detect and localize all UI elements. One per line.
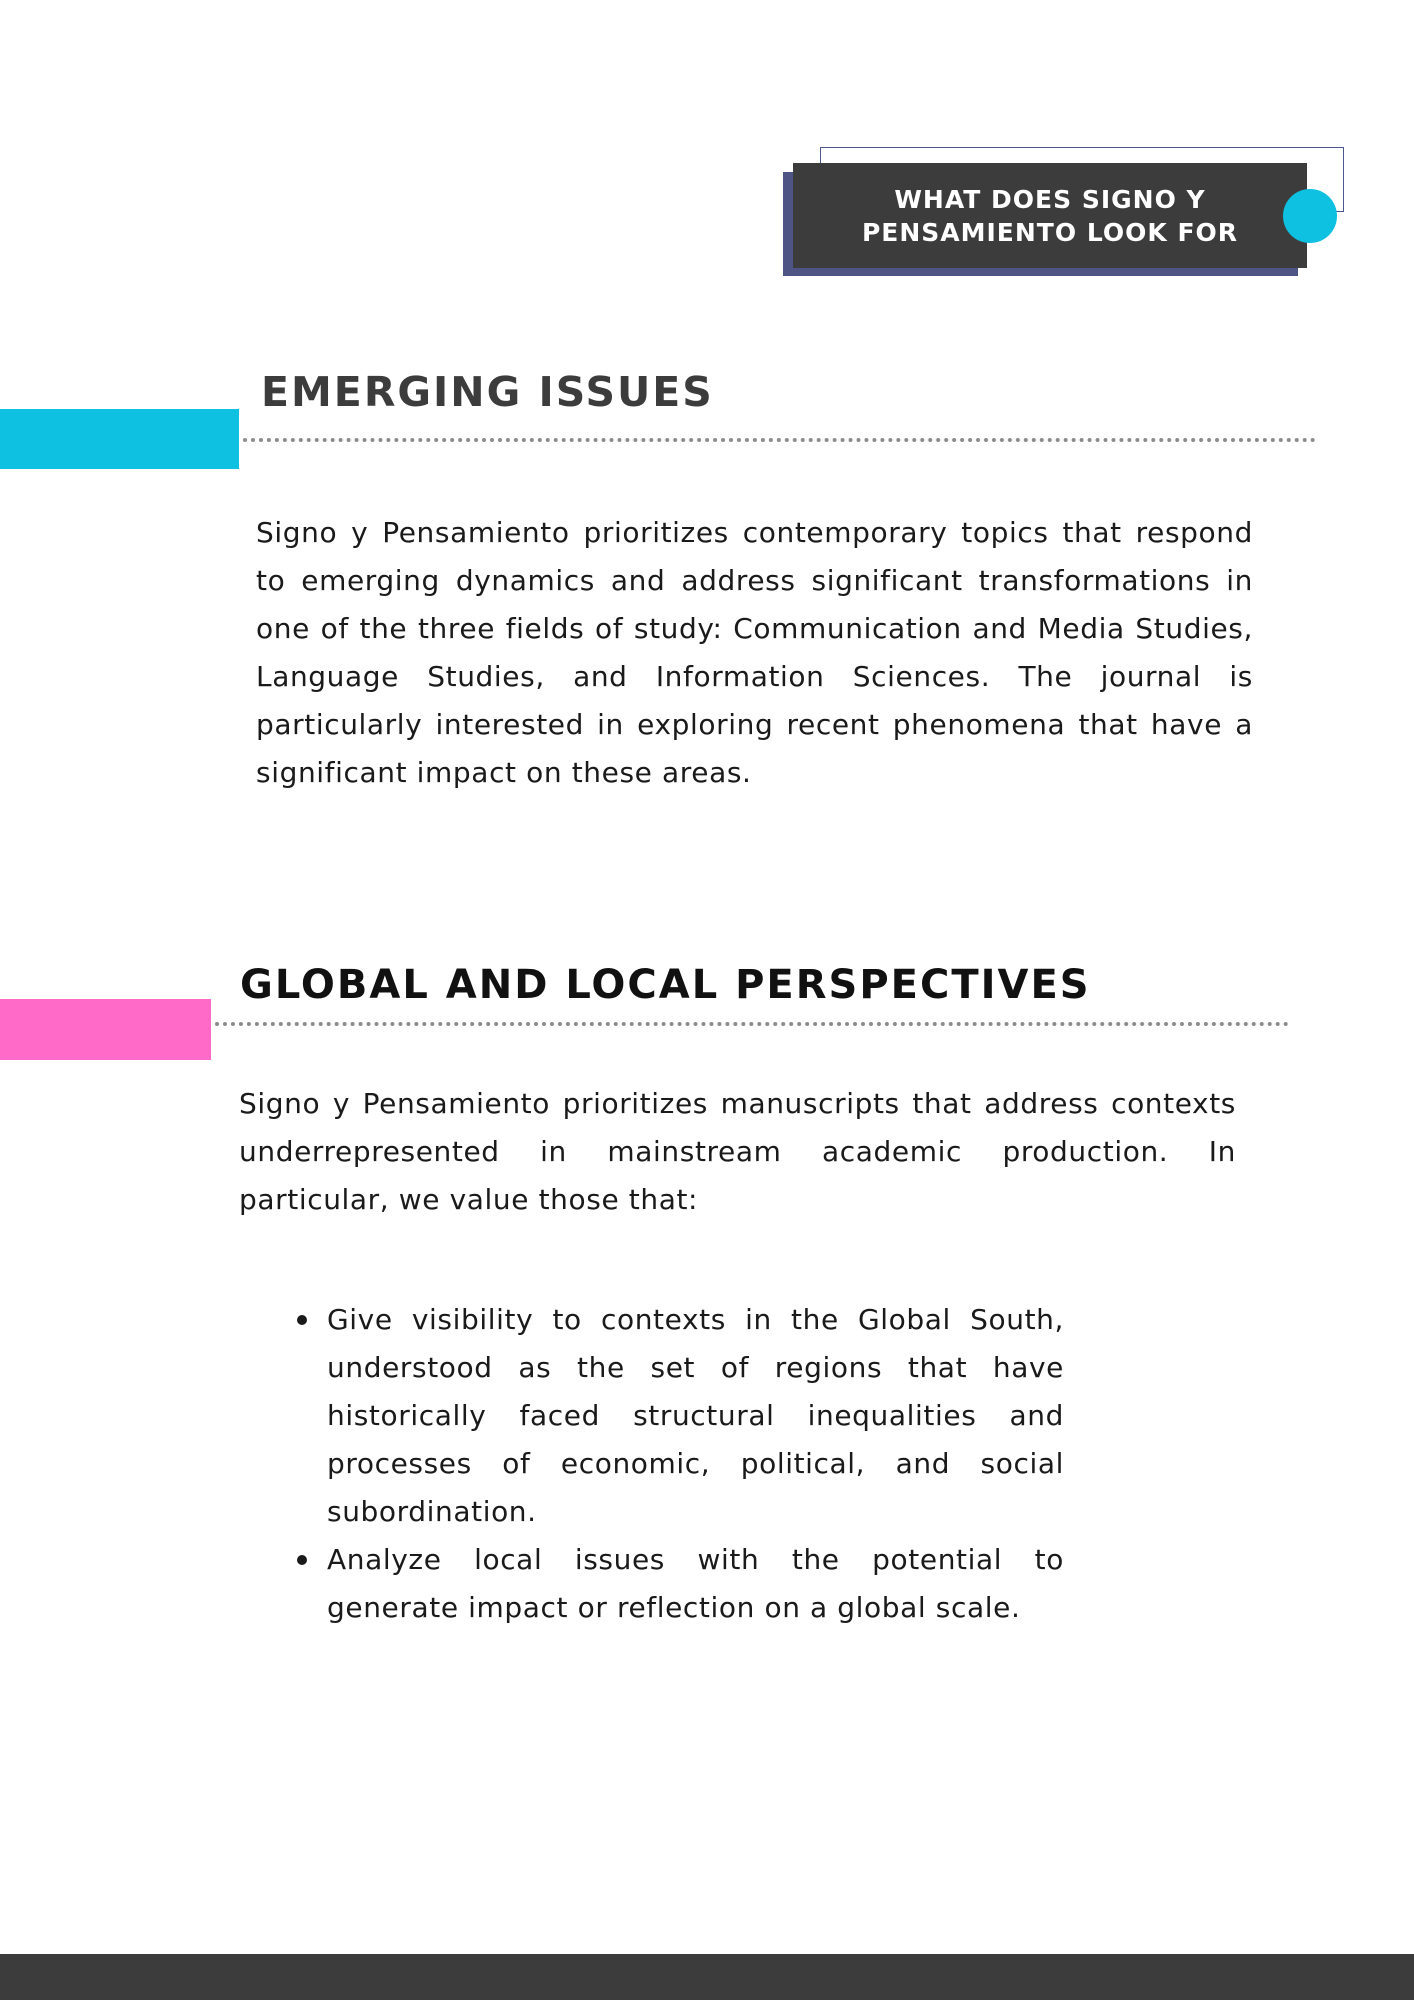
bullet-icon xyxy=(297,1555,307,1565)
list-item-text: Analyze local issues with the potential to generate impact or reflection on a global scale. xyxy=(327,1543,1064,1624)
section-accent-bar-pink xyxy=(0,999,211,1060)
header-badge-line-1: WHAT DOES SIGNO Y xyxy=(894,184,1206,214)
header-badge-line-2: PENSAMIENTO LOOK FOR xyxy=(861,217,1239,247)
section-title-global-local: GLOBAL AND LOCAL PERSPECTIVES xyxy=(240,962,1091,1008)
section-divider xyxy=(215,1022,1289,1026)
section-body-global-local: Signo y Pensamiento prioritizes manuscripts that address contexts underrepresented in mainstream academic production. In particular, we value those that: xyxy=(239,1087,1236,1216)
bullet-icon xyxy=(297,1315,307,1325)
section-title-emerging-issues: EMERGING ISSUES xyxy=(261,368,714,416)
bullet-list xyxy=(327,1296,1064,1632)
badge-circle-decoration xyxy=(1283,189,1337,243)
list-item xyxy=(327,1536,1064,1632)
footer-bar xyxy=(0,1954,1414,2000)
section-divider xyxy=(243,438,1316,442)
section-body-emerging-issues: Signo y Pensamiento prioritizes contemporary topics that respond to emerging dynamics and address significant transformations in one of the three fields of study: Communication and Media Studies, Language Studies, and Information Sciences. The journal is particularly interested in exploring recent phenomena that have a significant impact on these areas. xyxy=(256,516,1253,789)
list-item-text: Give visibility to contexts in the Global South, understood as the set of regions that have historically faced structural inequalities and processes of economic, political, and social subordination. xyxy=(327,1303,1064,1528)
header-badge xyxy=(793,163,1307,268)
list-item xyxy=(327,1296,1064,1536)
section-accent-bar-cyan xyxy=(0,409,239,469)
